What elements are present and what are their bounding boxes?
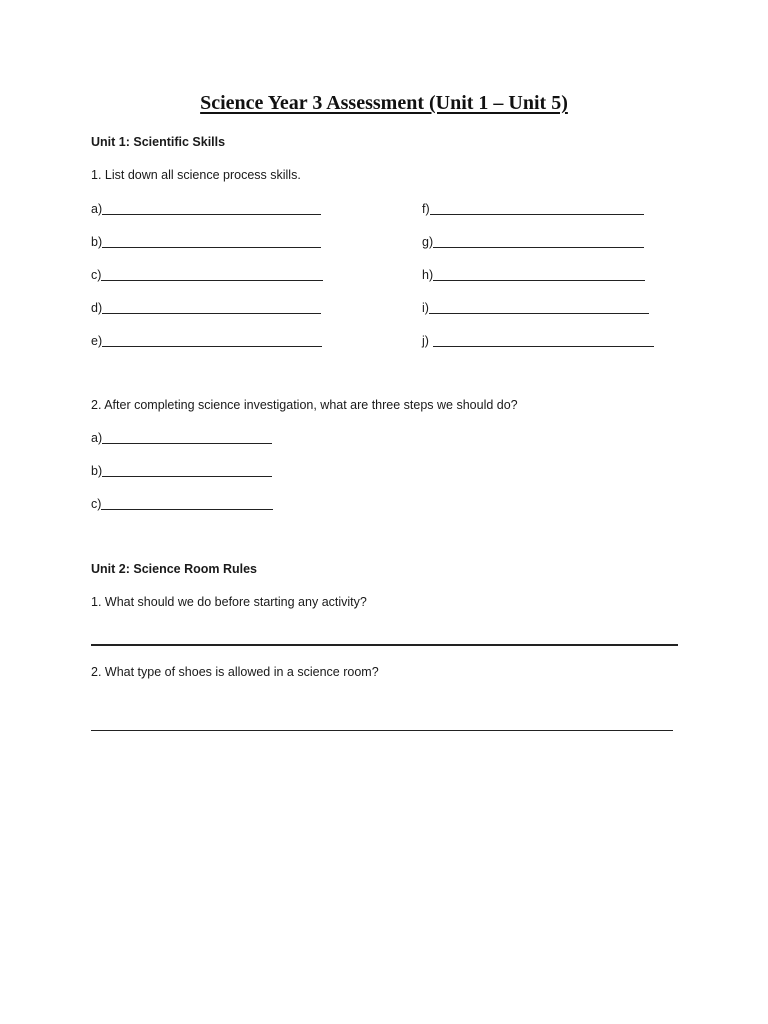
answer-blank[interactable] [102, 334, 322, 347]
answer-blank[interactable] [433, 268, 645, 281]
answer-label: h) [422, 268, 434, 282]
answer-blank[interactable] [102, 464, 272, 477]
unit1-q2-answer-a[interactable] [91, 430, 272, 446]
answer-label: a) [91, 431, 103, 445]
answer-label: c) [91, 497, 102, 511]
unit1-heading: Unit 1: Scientific Skills [91, 135, 226, 149]
unit1-q1-answer-i[interactable] [422, 300, 649, 316]
answer-blank[interactable] [433, 334, 654, 347]
answer-label: i) [422, 301, 429, 315]
answer-label: e) [91, 334, 103, 348]
unit1-q1-answer-a[interactable] [91, 201, 321, 217]
worksheet-title: Science Year 3 Assessment (Unit 1 – Unit 5) [200, 92, 568, 114]
answer-blank[interactable] [102, 202, 321, 215]
unit1-q1-answer-c[interactable] [91, 267, 323, 283]
answer-label: d) [91, 301, 103, 315]
answer-label: a) [91, 202, 103, 216]
unit1-q2-text: 2. After completing science investigation, what are three steps we should do? [91, 398, 518, 412]
unit1-q1-answer-h[interactable] [422, 267, 645, 283]
unit2-q1-text: 1. What should we do before starting any activity? [91, 595, 367, 609]
unit1-q1-answer-g[interactable] [422, 234, 644, 250]
answer-label: f) [422, 202, 430, 216]
unit1-q1-answer-f[interactable] [422, 201, 644, 217]
unit2-heading: Unit 2: Science Room Rules [91, 562, 258, 576]
answer-blank[interactable] [433, 235, 644, 248]
answer-label: b) [91, 464, 103, 478]
unit1-q1-answer-b[interactable] [91, 234, 321, 250]
unit1-q2-answer-c[interactable] [91, 496, 273, 512]
answer-blank[interactable] [429, 301, 649, 314]
answer-blank[interactable] [102, 431, 272, 444]
unit2-q2-text: 2. What type of shoes is allowed in a science room? [91, 665, 379, 679]
unit1-q2-answer-b[interactable] [91, 463, 272, 479]
answer-label: c) [91, 268, 102, 282]
unit2-q2-answer-line[interactable] [91, 730, 673, 731]
answer-blank[interactable] [430, 202, 644, 215]
answer-blank[interactable] [101, 268, 323, 281]
answer-label: b) [91, 235, 103, 249]
answer-blank[interactable] [101, 497, 273, 510]
answer-label: g) [422, 235, 434, 249]
answer-label: j) [422, 334, 429, 348]
unit1-q1-text: 1. List down all science process skills. [91, 168, 301, 182]
unit2-q1-answer-line[interactable] [91, 644, 678, 646]
unit1-q1-answer-e[interactable] [91, 333, 322, 349]
unit1-q1-answer-d[interactable] [91, 300, 321, 316]
answer-blank[interactable] [102, 301, 321, 314]
unit1-q1-answer-j[interactable] [422, 333, 654, 349]
answer-blank[interactable] [102, 235, 321, 248]
